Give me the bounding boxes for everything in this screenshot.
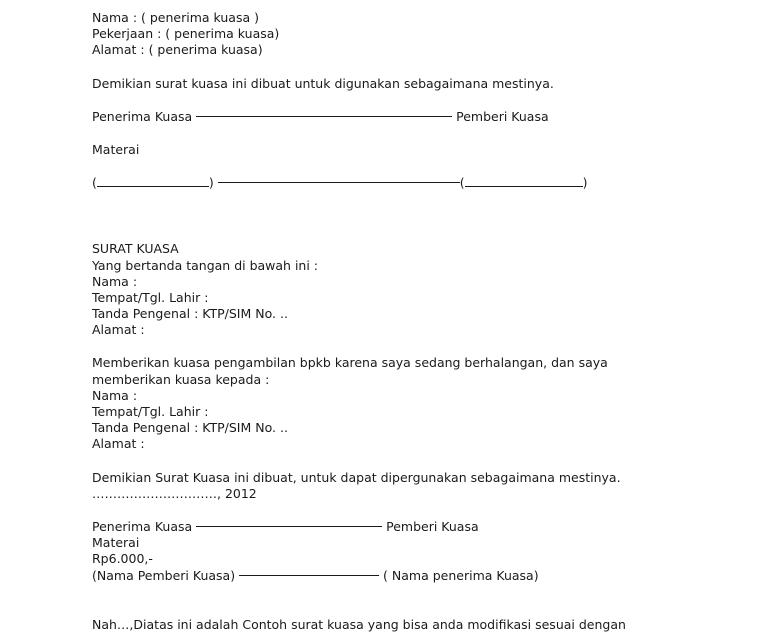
signature-rule bbox=[218, 182, 460, 183]
spacer bbox=[92, 338, 732, 355]
recipient-id-field: Tanda Pengenal : KTP/SIM No. .. bbox=[92, 420, 288, 436]
letter-date: …………………………, 2012 bbox=[92, 485, 257, 501]
spacer bbox=[92, 502, 732, 519]
paren-close: ) bbox=[208, 175, 214, 191]
paren-close: ) bbox=[582, 175, 588, 191]
recipient-address-line: Alamat : ( penerima kuasa) bbox=[92, 42, 263, 58]
stamp-label: Materai bbox=[92, 141, 140, 157]
signature-rule bbox=[239, 575, 379, 576]
letter-stamp-label: Materai bbox=[92, 535, 140, 551]
paren-open: ( bbox=[459, 175, 465, 191]
signature-labels-row bbox=[92, 109, 732, 125]
paren-open: ( bbox=[92, 175, 97, 191]
signature-rule bbox=[196, 116, 452, 117]
section-spacer bbox=[92, 191, 732, 241]
spacer bbox=[92, 59, 732, 76]
footer-note: Nah…,Diatas ini adalah Contoh surat kuasa yang bisa anda modifikasi sesuai dengan bbox=[92, 616, 626, 632]
section-spacer bbox=[92, 584, 732, 617]
grantor-id-field: Tanda Pengenal : KTP/SIM No. .. bbox=[92, 306, 288, 322]
document-body bbox=[92, 10, 732, 633]
mandate-line-1: Memberikan kuasa pengambilan bpkb karena saya sedang berhalangan, dan saya bbox=[92, 355, 608, 371]
letter-signature-names bbox=[92, 568, 732, 584]
recipient-name-line: Nama : ( penerima kuasa ) bbox=[92, 10, 259, 25]
letter-signature-labels bbox=[92, 519, 732, 535]
name-blank-left bbox=[97, 175, 209, 187]
letter-closing: Demikian Surat Kuasa ini dibuat, untuk dapat dipergunakan sebagaimana mestinya. bbox=[92, 469, 621, 485]
signature-name-row bbox=[92, 175, 732, 191]
recipient-label: Penerima Kuasa bbox=[92, 518, 193, 534]
grantor-label: Pemberi Kuasa bbox=[386, 518, 479, 534]
recipient-job-line: Pekerjaan : ( penerima kuasa) bbox=[92, 26, 280, 42]
spacer bbox=[92, 125, 732, 142]
letter-title: SURAT KUASA bbox=[92, 241, 179, 257]
recipient-address-field: Alamat : bbox=[92, 436, 145, 452]
name-blank-right bbox=[465, 175, 583, 187]
closing-statement: Demikian surat kuasa ini dibuat untuk digunakan sebagaimana mestinya. bbox=[92, 75, 554, 91]
spacer bbox=[92, 453, 732, 470]
recipient-name-field: Nama : bbox=[92, 387, 138, 403]
recipient-name-placeholder: ( Nama penerima Kuasa) bbox=[383, 567, 539, 583]
mandate-line-2: memberikan kuasa kepada : bbox=[92, 371, 270, 387]
stamp-amount: Rp6.000,- bbox=[92, 551, 153, 567]
spacer bbox=[92, 158, 732, 175]
recipient-birth-field: Tempat/Tgl. Lahir : bbox=[92, 404, 209, 419]
letter-intro: Yang bertanda tangan di bawah ini : bbox=[92, 257, 319, 273]
grantor-address-field: Alamat : bbox=[92, 322, 145, 338]
grantor-label: Pemberi Kuasa bbox=[456, 108, 549, 124]
grantor-name-placeholder: (Nama Pemberi Kuasa) bbox=[92, 567, 236, 583]
signature-rule bbox=[196, 526, 382, 527]
spacer bbox=[92, 92, 732, 109]
recipient-label: Penerima Kuasa bbox=[92, 108, 193, 124]
grantor-name-field: Nama : bbox=[92, 273, 138, 289]
grantor-birth-field: Tempat/Tgl. Lahir : bbox=[92, 289, 209, 305]
